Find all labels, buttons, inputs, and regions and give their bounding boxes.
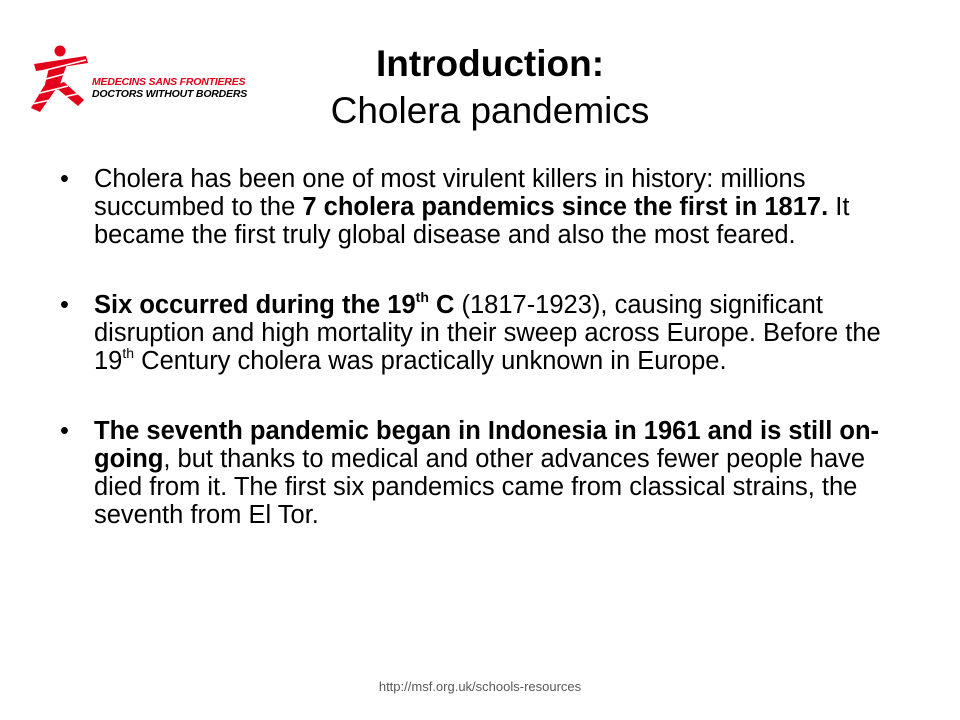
logo-line-1: MEDECINS SANS FRONTIERES [92, 76, 246, 88]
bullet-3-bold: The seventh pandemic began in Indonesia in 1961 and is still on-going [94, 417, 880, 473]
bullet-1-bold: 7 cholera pandemics since the first in 1817. [302, 193, 829, 221]
bullet-list [60, 165, 920, 529]
bullet-item-3 [60, 417, 920, 529]
bullet-3-text: , but thanks to medical and other advances fewer people have died from it. The first six pandemics came from classical strains, the seventh from El Tor. [94, 445, 866, 529]
bullet-2-sup-2: th [122, 345, 135, 361]
msf-logo [28, 42, 248, 114]
bullet-1-text-2: It became the first truly global disease and also the most feared. [94, 193, 850, 249]
bullet-1-text-1: Cholera has been one of most virulent killers in history: millions succumbed to the [94, 165, 806, 221]
bullet-2-text-1: (1817-1923), causing significant disruption and high mortality in their sweep across Europe. Before the 19 [94, 291, 881, 375]
msf-running-man-icon [28, 42, 90, 114]
slide-title [200, 42, 780, 134]
bullet-item-2 [60, 291, 920, 375]
bullet-dot: • [60, 165, 69, 193]
bullet-2-bold-c: C [428, 291, 455, 319]
bullet-dot: • [60, 417, 69, 445]
bullet-dot: • [60, 291, 69, 319]
bullet-2-text-2: Century cholera was practically unknown in Europe. [134, 347, 727, 375]
bullet-2-bold-text: Six occurred during the 19 [94, 291, 416, 319]
bullet-2-sup-1: th [415, 289, 429, 305]
title-subtitle: Cholera pandemics [330, 90, 650, 131]
bullet-item-1 [60, 165, 920, 249]
bullet-2-bold-1 [94, 291, 454, 319]
footer-url: http://msf.org.uk/schools-resources [378, 679, 582, 694]
logo-line-2: DOCTORS WITHOUT BORDERS [92, 88, 248, 100]
title-main: Introduction: [375, 43, 605, 84]
